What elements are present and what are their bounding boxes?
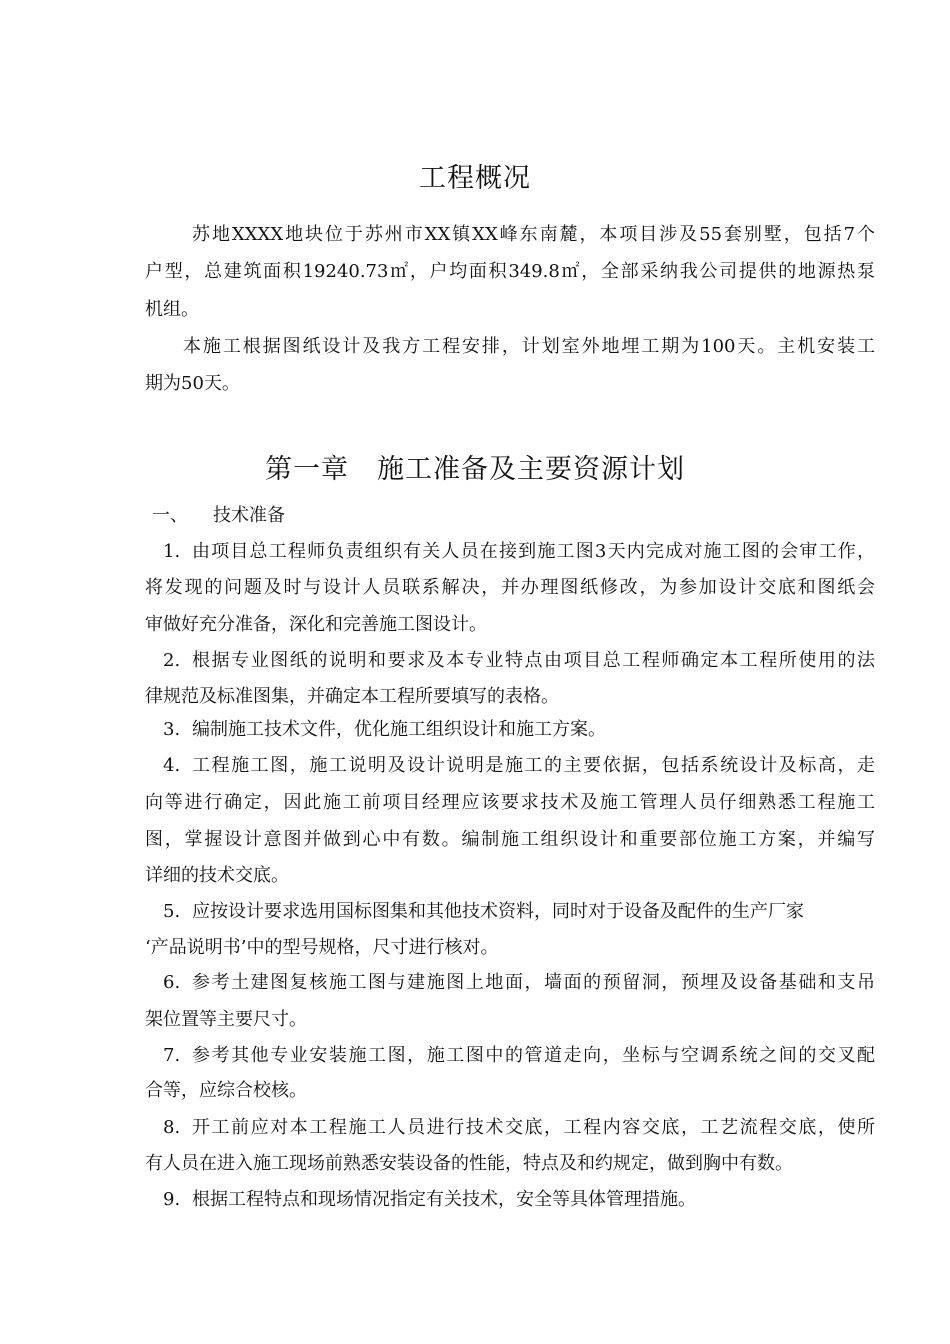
overview-paragraph-2-line-2: 期为50天。 — [145, 373, 240, 394]
item-1-line-1: 由项目总工程师负责组织有关人员在接到施工图3天内完成对施工图的会审工作， — [192, 541, 875, 562]
item-4-line-1: 工程施工图，施工说明及设计说明是施工的主要依据，包括系统设计及标高，走 — [192, 755, 875, 776]
item-7-number: 7. — [163, 1045, 181, 1066]
item-8-line-1: 开工前应对本工程施工人员进行技术交底，工程内容交底，工艺流程交底，使所 — [192, 1117, 875, 1138]
item-8-line-2: 有人员在进入施工现场前熟悉安装设备的性能，特点及和约规定，做到胸中有数。 — [145, 1153, 793, 1174]
item-5-line-2: ‘产品说明书’中的型号规格，尺寸进行核对。 — [145, 937, 499, 958]
item-5-line-1: 应按设计要求选用国标图集和其他技术资料，同时对于设备及配件的生产厂家 — [192, 901, 804, 922]
item-4-line-4: 详细的技术交底。 — [145, 865, 289, 886]
item-2-line-2: 律规范及标准图集，并确定本工程所要填写的表格。 — [145, 686, 559, 707]
item-4-line-2: 向等进行确定，因此施工前项目经理应该要求技术及施工管理人员仔细熟悉工程施工 — [145, 792, 875, 813]
item-7-line-1: 参考其他专业安装施工图，施工图中的管道走向，坐标与空调系统之间的交叉配 — [192, 1045, 875, 1066]
overview-paragraph-1-line-2: 户型，总建筑面积19240.73㎡，户均面积349.8㎡，全部采纳我公司提供的地源热泵 — [145, 261, 875, 282]
overview-paragraph-1-line-3: 机组。 — [145, 299, 199, 320]
item-8-number: 8. — [163, 1117, 181, 1138]
item-1-number: 1. — [163, 541, 181, 562]
item-4-number: 4. — [163, 755, 181, 776]
overview-paragraph-2-line-1: 本施工根据图纸设计及我方工程安排，计划室外地埋工期为100天。主机安装工 — [183, 336, 875, 357]
item-6-line-2: 架位置等主要尺寸。 — [145, 1009, 307, 1030]
item-9-line-1: 根据工程特点和现场情况指定有关技术，安全等具体管理措施。 — [192, 1189, 696, 1210]
overview-paragraph-1-line-1: 苏地XXXX地块位于苏州市XX镇XX峰东南麓，本项目涉及55套别墅，包括7个 — [192, 224, 875, 245]
item-2-number: 2. — [163, 650, 181, 671]
item-9-number: 9. — [163, 1189, 181, 1210]
item-2-line-1: 根据专业图纸的说明和要求及本专业特点由项目总工程师确定本工程所使用的法 — [192, 650, 875, 671]
item-5-number: 5. — [163, 901, 181, 922]
item-4-line-3: 图，掌握设计意图并做到心中有数。编制施工组织设计和重要部位施工方案，并编写 — [145, 829, 875, 850]
item-6-number: 6. — [163, 972, 181, 993]
section-1-number: 一、 — [152, 505, 188, 526]
overview-title: 工程概况 — [419, 163, 531, 194]
chapter-1-title: 第一章 施工准备及主要资源计划 — [265, 454, 685, 485]
item-3-number: 3. — [163, 719, 181, 740]
item-6-line-1: 参考土建图复核施工图与建施图上地面，墙面的预留洞，预埋及设备基础和支吊 — [192, 972, 875, 993]
item-7-line-2: 合等，应综合校核。 — [145, 1080, 307, 1101]
item-1-line-3: 审做好充分准备，深化和完善施工图设计。 — [145, 614, 487, 635]
section-1-title: 技术准备 — [213, 505, 285, 526]
item-1-line-2: 将发现的问题及时与设计人员联系解决，并办理图纸修改，为参加设计交底和图纸会 — [145, 577, 875, 598]
item-3-line-1: 编制施工技术文件，优化施工组织设计和施工方案。 — [192, 719, 606, 740]
